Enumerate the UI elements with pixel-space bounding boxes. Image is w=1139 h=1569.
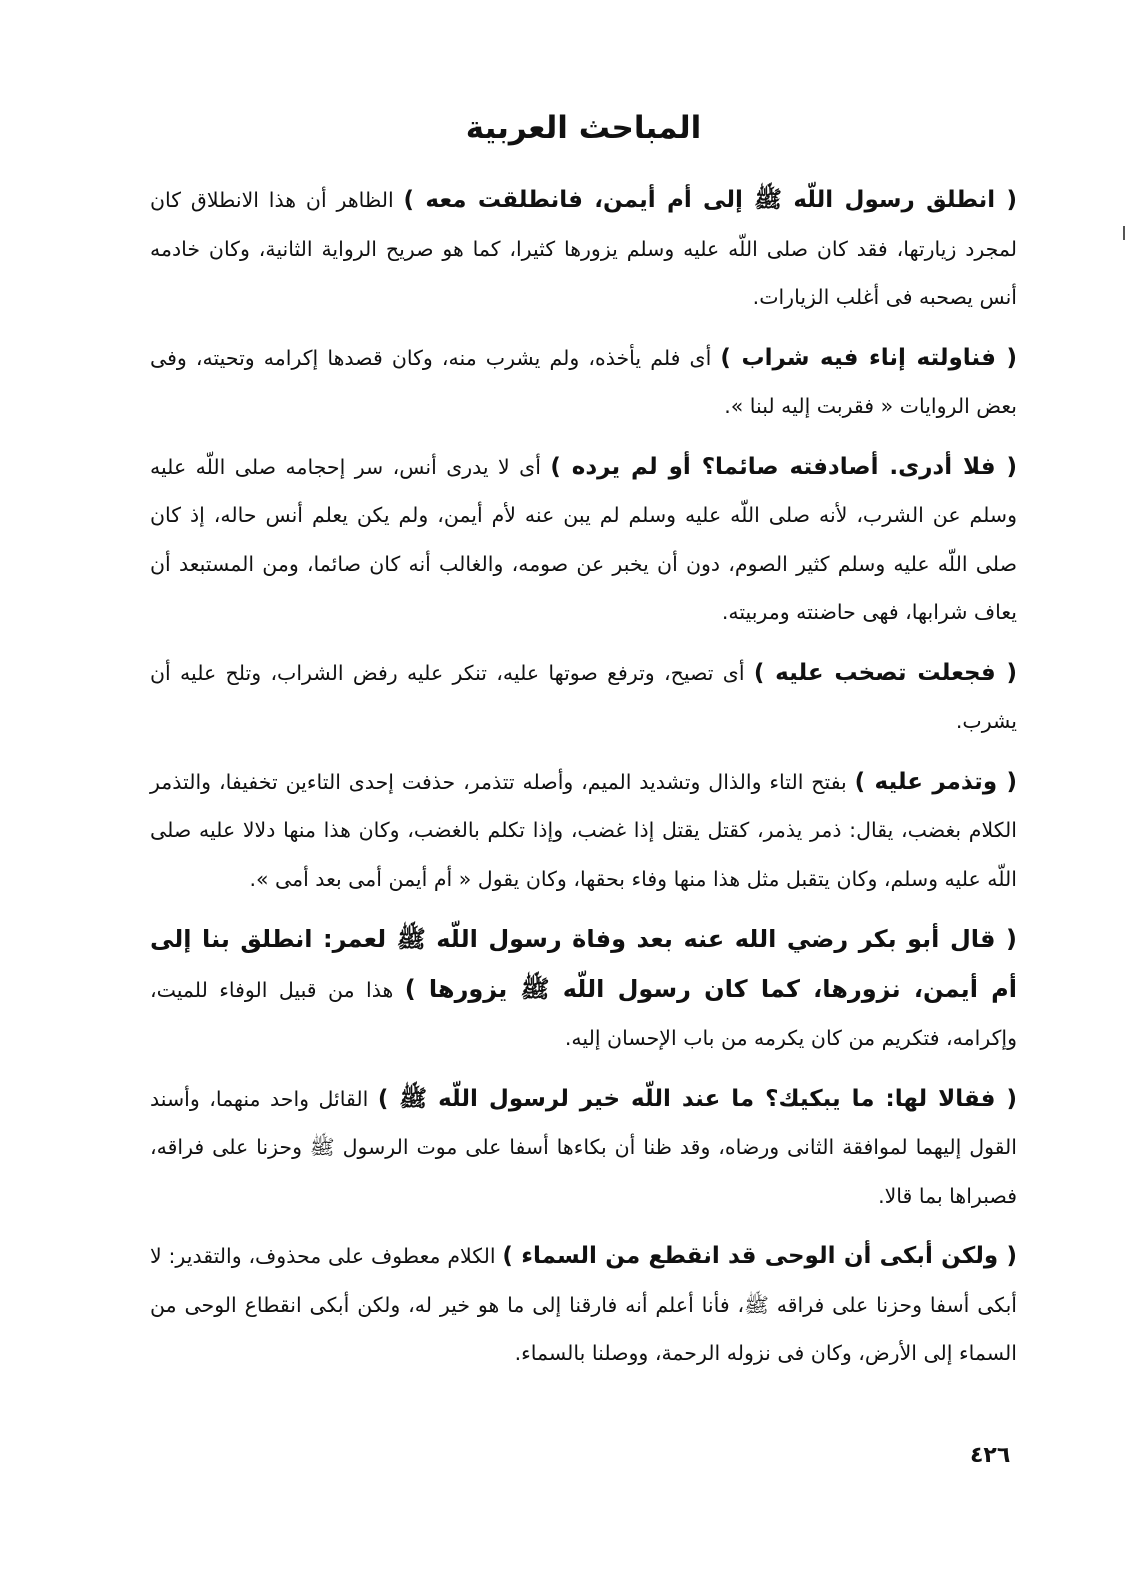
paragraph-1 xyxy=(150,176,1017,322)
paragraph-8 xyxy=(150,1232,1017,1378)
paragraph-6 xyxy=(150,915,1017,1063)
scan-edge-mark xyxy=(1123,226,1125,240)
lemma-5: ( وتذمر عليه ) xyxy=(854,768,1018,795)
lemma-7: ( فقالا لها: ما يبكيك؟ ما عند اللّه خير لرسول اللّه ﷺ ) xyxy=(377,1085,1017,1112)
commentary-4: أى تصيح، وترفع صوتها عليه، تنكر عليه رفض الشراب، وتلح عليه أن يشرب. xyxy=(150,660,1017,733)
commentary-8: الكلام معطوف على محذوف، والتقدير: لا أبكى أسفا وحزنا على فراقه ﷺ، فأنا أعلم أنه فارقنا إلى ما هو خير له، ولكن أبكى انقطاع الوحى من السماء إلى الأرض، وكان فى نزوله الرحمة، ووصلنا بالسماء. xyxy=(150,1244,1017,1365)
lemma-1: ( انطلق رسول اللّه ﷺ إلى أم أيمن، فانطلقت معه ) xyxy=(403,187,1017,213)
paragraph-4 xyxy=(150,649,1017,746)
commentary-6: هذا من قبيل الوفاء للميت، وإكرامه، فتكريم من كان يكرمه من باب الإحسان إليه. xyxy=(150,977,1017,1050)
paragraph-7 xyxy=(150,1075,1017,1221)
paragraph-3 xyxy=(150,443,1017,637)
lemma-6: ( قال أبو بكر رضي الله عنه بعد وفاة رسول اللّه ﷺ لعمر: انطلق بنا إلى أم أيمن، نزورها، كما كان رسول اللّه ﷺ يزورها ) xyxy=(150,925,1017,1003)
commentary-2: أى فلم يأخذه، ولم يشرب منه، وكان قصدها إكرامه وتحيته، وفى بعض الروايات « فقربت إليه لبنا ». xyxy=(150,345,1017,418)
page-number: ٤٢٦ xyxy=(970,1443,1011,1468)
page-title: المباحث العربية xyxy=(465,110,702,146)
paragraph-5 xyxy=(150,758,1017,904)
commentary-1: الظاهر أن هذا الانطلاق كان لمجرد زيارتها، فقد كان صلى اللّه عليه وسلم يزورها كثيرا، كما هو صريح الرواية الثانية، وكان خادمه أنس يصحبه فى أغلب الزيارات. xyxy=(150,188,1017,309)
commentary-7: القائل واحد منهما، وأسند القول إليهما لموافقة الثانى ورضاه، وقد ظنا أن بكاءها أسفا على موت الرسول ﷺ وحزنا على فراقه، فصبراها بما قالا. xyxy=(150,1086,1017,1208)
lemma-3: ( فلا أدرى. أصادفته صائما؟ أو لم يرده ) xyxy=(550,453,1017,480)
commentary-5: بفتح التاء والذال وتشديد الميم، وأصله تتذمر، حذفت إحدى التاءين تخفيفا، والتذمر الكلام بغضب، يقال: ذمر يذمر، كقتل يقتل إذا غضب، وإذا تكلم بالغضب، وكان هذا منها دلالا عليه صلى اللّه عليه وسلم، وكان يتقبل مثل هذا منها وفاء بحقها، وكان يقول « أم أيمن أمى بعد أمى ». xyxy=(150,769,1017,891)
commentary-3: أى لا يدرى أنس، سر إحجامه صلى اللّه عليه وسلم عن الشرب، لأنه صلى اللّه عليه وسلم لم يبن عنه لأم أيمن، ولم يكن يعلم أنس حاله، إذ كان صلى اللّه عليه وسلم كثير الصوم، دون أن يخبر عن صومه، والغالب أنه كان صائما، ومن المستبعد أن يعاف شرابها، فهى حاضنته ومربيته. xyxy=(150,454,1017,624)
lemma-8: ( ولكن أبكى أن الوحى قد انقطع من السماء ) xyxy=(502,1243,1018,1269)
paragraph-2 xyxy=(150,334,1017,431)
lemma-4: ( فجعلت تصخب عليه ) xyxy=(753,659,1017,686)
lemma-2: ( فناولته إناء فيه شراب ) xyxy=(720,344,1017,371)
